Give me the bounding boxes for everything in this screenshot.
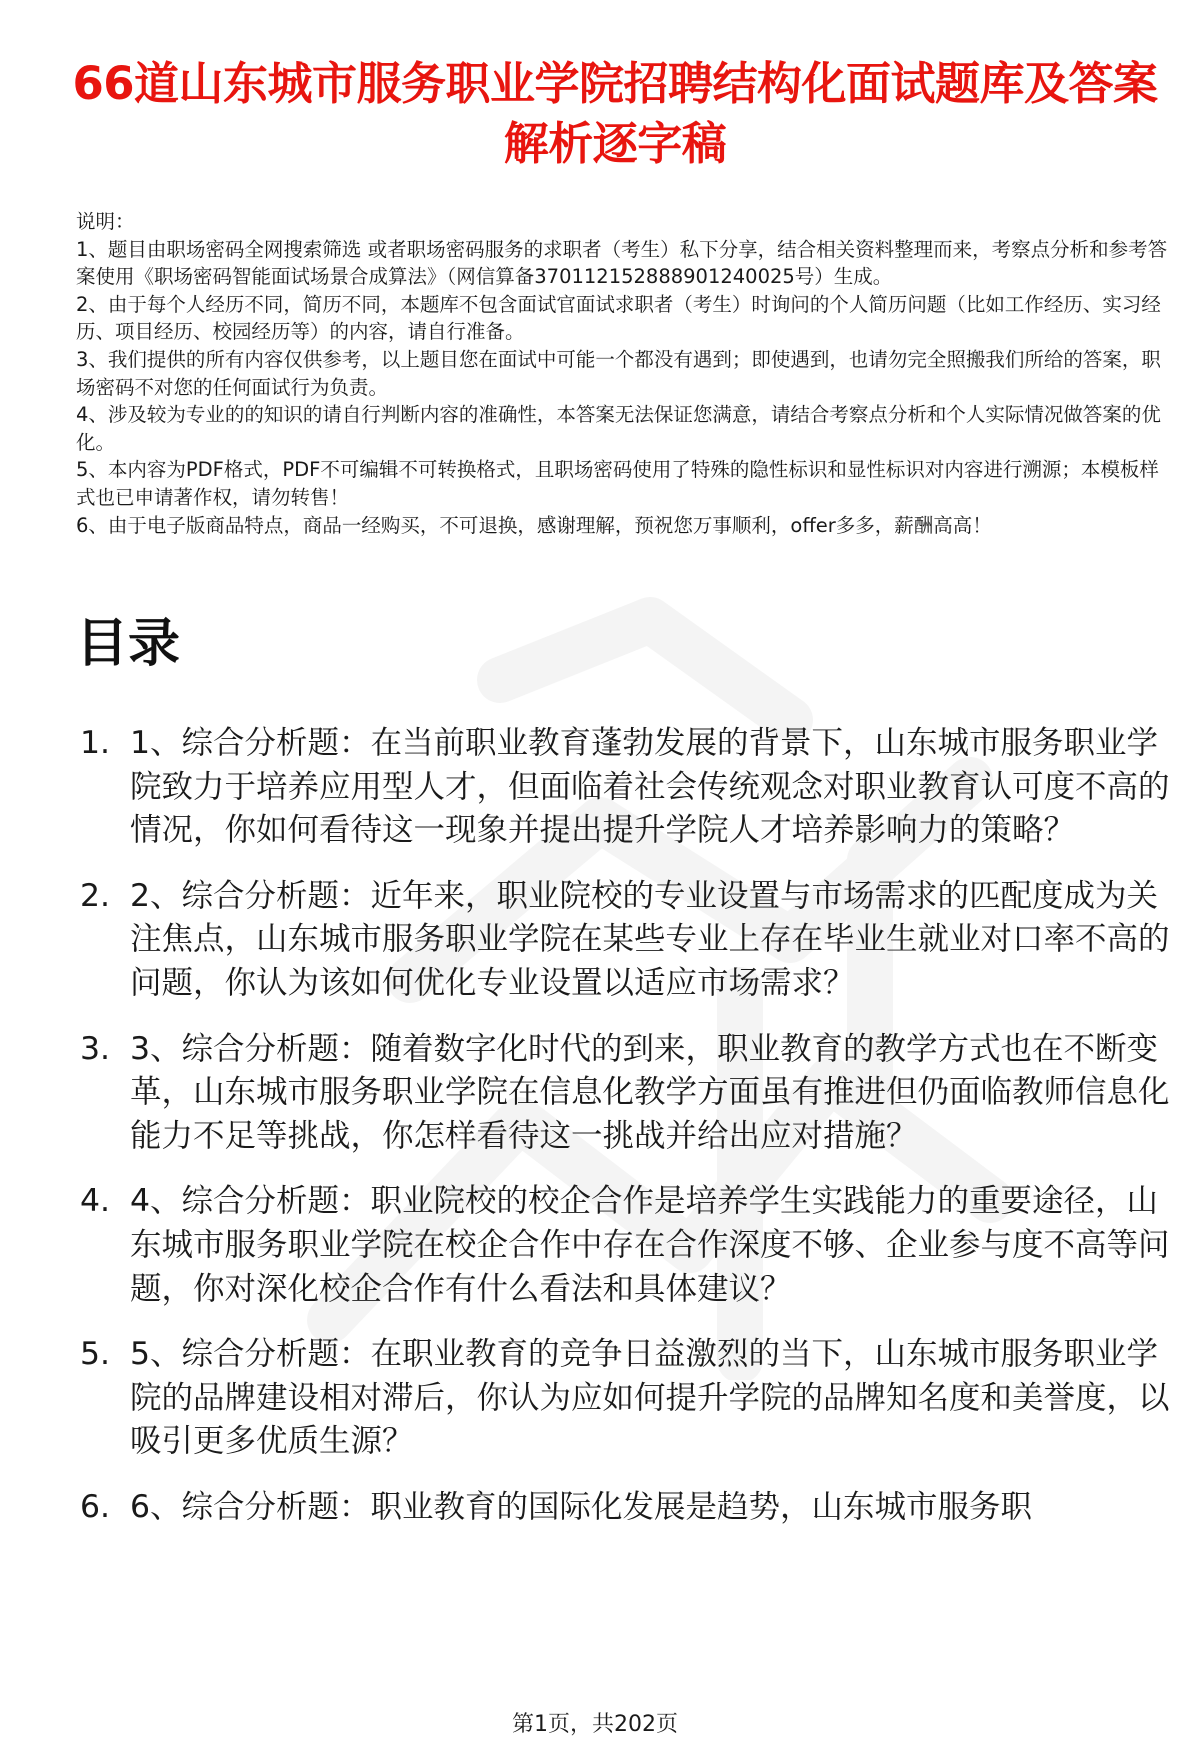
note-item: 1、题目由职场密码全网搜索筛选 或者职场密码服务的求职者（考生）私下分享，结合相关资料整理而来，考察点分析和参考答案使用《职场密码智能面试场景合成算法》（网信算备370112152888901240025号）生成。 — [76, 237, 1168, 289]
toc-list — [80, 722, 1172, 1552]
notes-section — [76, 208, 1168, 539]
note-item: 4、涉及较为专业的的知识的请自行判断内容的准确性，本答案无法保证您满意，请结合考察点分析和个人实际情况做答案的优化。 — [76, 403, 1161, 454]
toc-item-text: 3、综合分析题：随着数字化时代的到来，职业教育的教学方式也在不断变革，山东城市服务职业学院在信息化教学方面虽有推进但仍面临教师信息化能力不足等挑战，你怎样看待这一挑战并给出应对措施？ — [130, 1030, 1170, 1154]
toc-item[interactable] — [80, 1028, 1172, 1159]
note-item: 6、由于电子版商品特点，商品一经购买，不可退换，感谢理解，预祝您万事顺利，offer多多，薪酬高高！ — [76, 513, 992, 537]
toc-item-number: 4. — [80, 1183, 111, 1220]
toc-item-number: 1. — [80, 725, 111, 761]
page-number-footer: 第1页，共202页 — [512, 1712, 678, 1737]
document-title: 66道山东城市服务职业学院招聘结构化面试题库及答案解析逐字稿 — [72, 57, 1158, 170]
toc-item-text: 1、综合分析题：在当前职业教育蓬勃发展的背景下，山东城市服务职业学院致力于培养应用型人才，但面临着社会传统观念对职业教育认可度不高的情况，你如何看待这一现象并提出提升学院人才培养影响力的策略？ — [130, 725, 1170, 849]
note-item: 5、本内容为PDF格式，PDF不可编辑不可转换格式，且职场密码使用了特殊的隐性标识和显性标识对内容进行溯源；本模板样式也已申请著作权，请勿转售！ — [76, 458, 1159, 509]
toc-item[interactable] — [80, 875, 1172, 1006]
toc-item-number: 6. — [80, 1488, 111, 1525]
toc-item-number: 3. — [80, 1030, 111, 1067]
note-item: 2、由于每个人经历不同，简历不同，本题库不包含面试官面试求职者（考生）时询问的个人简历问题（比如工作经历、实习经历、项目经历、校园经历等）的内容，请自行准备。 — [76, 292, 1161, 344]
toc-heading: 目录 — [76, 614, 181, 674]
toc-item[interactable] — [80, 1180, 1172, 1311]
toc-item-number: 2. — [80, 877, 111, 914]
toc-item[interactable] — [80, 1333, 1172, 1464]
toc-item-text: 5、综合分析题：在职业教育的竞争日益激烈的当下，山东城市服务职业学院的品牌建设相对滞后，你认为应如何提升学院的品牌知名度和美誉度，以吸引更多优质生源？ — [130, 1336, 1170, 1460]
toc-item-text: 2、综合分析题：近年来，职业院校的专业设置与市场需求的匹配度成为关注焦点，山东城市服务职业学院在某些专业上存在毕业生就业对口率不高的问题，你认为该如何优化专业设置以适应市场需求？ — [130, 877, 1170, 1001]
toc-item-number: 5. — [80, 1336, 111, 1373]
notes-heading: 说明： — [76, 210, 135, 233]
note-item: 3、我们提供的所有内容仅供参考，以上题目您在面试中可能一个都没有遇到；即使遇到，也请勿完全照搬我们所给的答案，职场密码不对您的任何面试行为负责。 — [76, 347, 1161, 399]
toc-item[interactable] — [80, 722, 1172, 853]
toc-item[interactable] — [80, 1486, 1172, 1530]
toc-item-text: 6、综合分析题：职业教育的国际化发展是趋势，山东城市服务职 — [130, 1488, 1033, 1525]
toc-item-text: 4、综合分析题：职业院校的校企合作是培养学生实践能力的重要途径，山东城市服务职业学院在校企合作中存在合作深度不够、企业参与度不高等问题，你对深化校企合作有什么看法和具体建议？ — [130, 1183, 1170, 1307]
